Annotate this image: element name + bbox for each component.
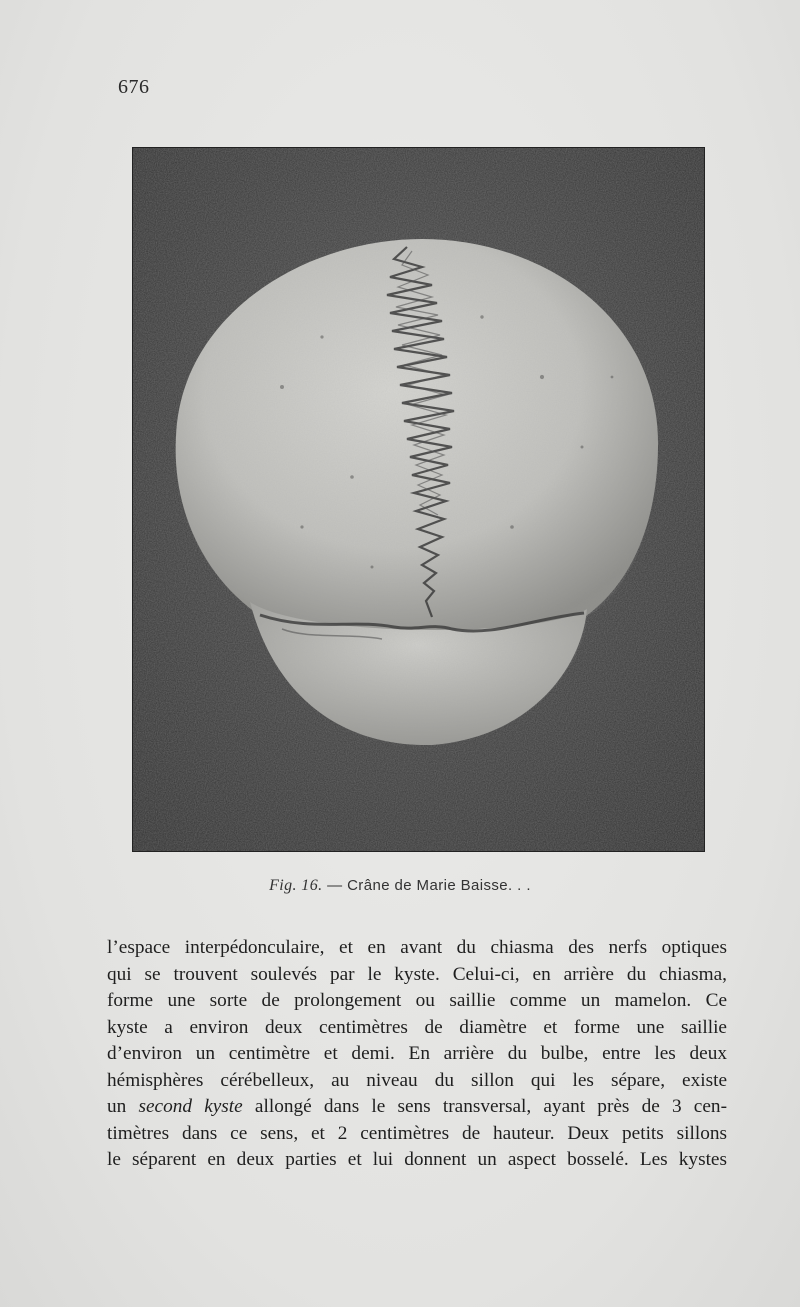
text-line: hémisphères cérébelleux, au niveau du sillon qui les sépare, existe xyxy=(107,1069,727,1091)
text-line: l’espace interpédonculaire, et en avant du chiasma des nerfs optiques xyxy=(107,937,727,958)
figure-caption xyxy=(0,877,800,895)
emphasized-term: second kyste xyxy=(138,1096,243,1117)
text-line: kyste a environ deux centimètres de diamètre et forme une saillie xyxy=(107,1016,727,1038)
body-paragraph xyxy=(107,935,727,1174)
text-line: le séparent en deux parties et lui donnent un aspect bosselé. Les kystes xyxy=(107,1149,727,1170)
figure-label: Fig. 16. xyxy=(269,877,323,894)
text-fragment: allongé dans le sens transversal, ayant près de 3 cen- xyxy=(254,1096,727,1117)
text-line: qui se trouvent soulevés par le kyste. Celui-ci, en arrière du chiasma, xyxy=(107,963,727,985)
caption-text: Crâne de Marie Baisse. . . xyxy=(347,877,531,894)
page-number: 676 xyxy=(118,76,150,98)
text-line xyxy=(107,1094,727,1121)
skull-photograph xyxy=(132,147,705,852)
text-fragment: un xyxy=(107,1096,127,1117)
text-line: timètres dans ce sens, et 2 centimètres de hauteur. Deux petits sillons xyxy=(107,1122,727,1144)
caption-dash: — xyxy=(327,877,343,894)
text-line: d’environ un centimètre et demi. En arrière du bulbe, entre les deux xyxy=(107,1043,727,1064)
text-line: forme une sorte de prolongement ou saillie comme un mamelon. Ce xyxy=(107,990,727,1011)
